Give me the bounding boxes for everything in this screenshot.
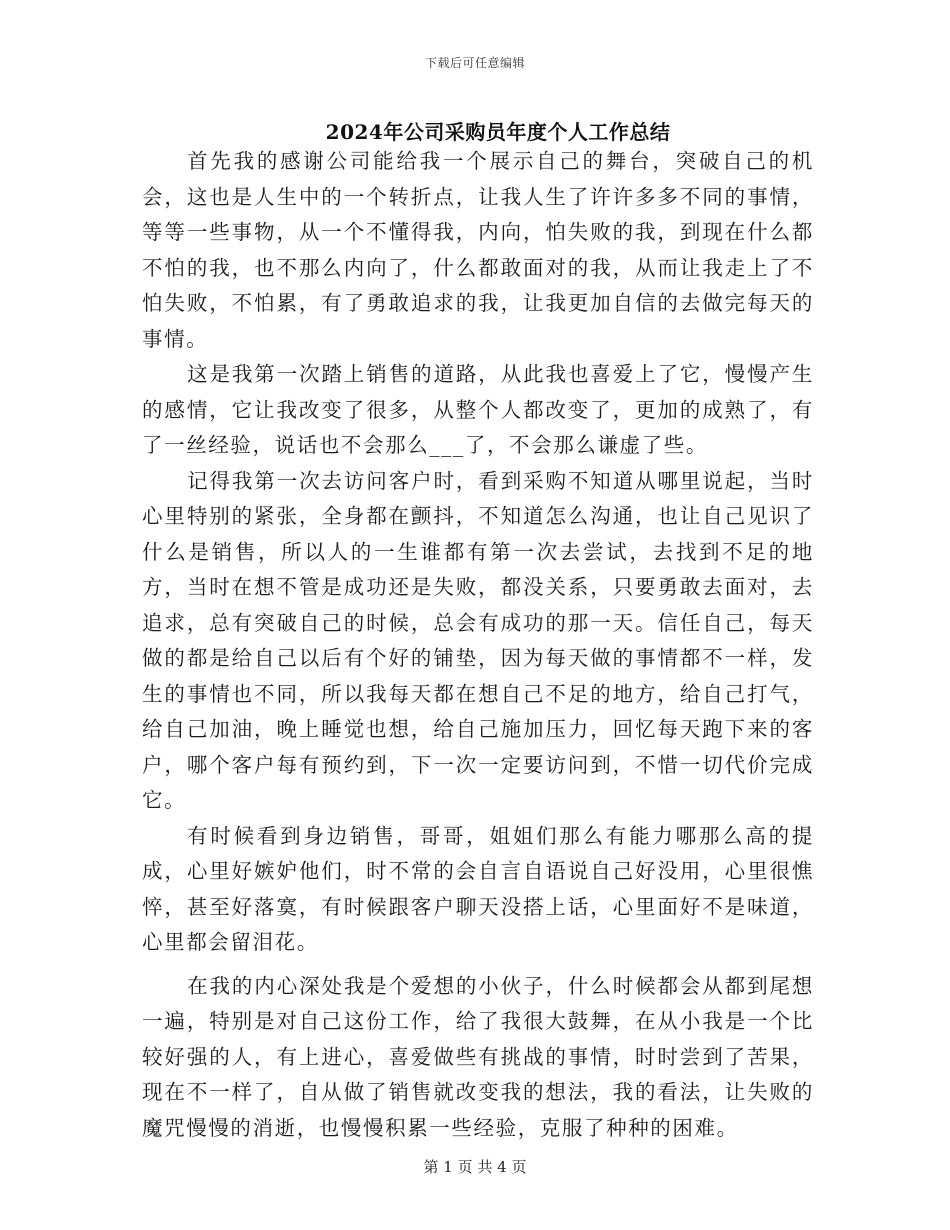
paragraph-5: 在我的内心深处我是个爱想的小伙子，什么时候都会从都到尾想一遍，特别是对自己这份工作，给了我很大鼓舞，在从小我是一个比较好强的人，有上进心，喜爱做些有挑战的事情，时时尝到了苦果，现在不一样了，自从做了销售就改变我的想法，我的看法，让失败的魔咒慢慢的消逝，也慢慢积累一些经验，克服了种种的困难。 <box>142 973 814 1140</box>
paragraph-3: 记得我第一次去访问客户时，看到采购不知道从哪里说起，当时心里特别的紧张，全身都在颤抖，不知道怎么沟通，也让自己见识了什么是销售，所以人的一生谁都有第一次去尝试，去找到不足的地方，当时在想不管是成功还是失败，都没关系，只要勇敢去面对，去追求，总有突破自己的时候，总会有成功的那一天。信任自己，每天做的都是给自己以后有个好的铺垫，因为每天做的事情都不一样，发生的事情也不同，所以我每天都在想自己不足的地方，给自己打气，给自己加油，晚上睡觉也想，给自己施加压力，回忆每天跑下来的客户，哪个客户每有预约到，下一次一定要访问到，不惜一切代价完成它。 <box>142 468 814 812</box>
header-note: 下载后可任意编辑 <box>424 56 525 70</box>
paragraph-4: 有时候看到身边销售，哥哥，姐姐们那么有能力哪那么高的提成，心里好嫉妒他们，时不常的会自言自语说自己好没用，心里很憔悴，甚至好落寞，有时候跟客户聊天没搭上话，心里面好不是味道，心里都会留泪花。 <box>142 823 814 954</box>
page-number-footer: 第 1 页 共 4 页 <box>423 1158 527 1176</box>
paragraph-1: 首先我的感谢公司能给我一个展示自己的舞台，突破自己的机会，这也是人生中的一个转折点，让我人生了许许多多不同的事情，等等一些事物，从一个不懂得我，内向，怕失败的我，到现在什么都不怕的我，也不那么内向了，什么都敢面对的我，从而让我走上了不怕失败，不怕累，有了勇敢追求的我，让我更加自信的去做完每天的事情。 <box>142 149 814 351</box>
document-body <box>142 144 814 1146</box>
paragraph-2: 这是我第一次踏上销售的道路，从此我也喜爱上了它，慢慢产生的感情，它让我改变了很多，从整个人都改变了，更加的成熟了，有了一丝经验，说话也不会那么___了，不会那么谦虚了些。 <box>142 362 814 457</box>
document-title: 2024年公司采购员年度个人工作总结 <box>325 120 671 144</box>
